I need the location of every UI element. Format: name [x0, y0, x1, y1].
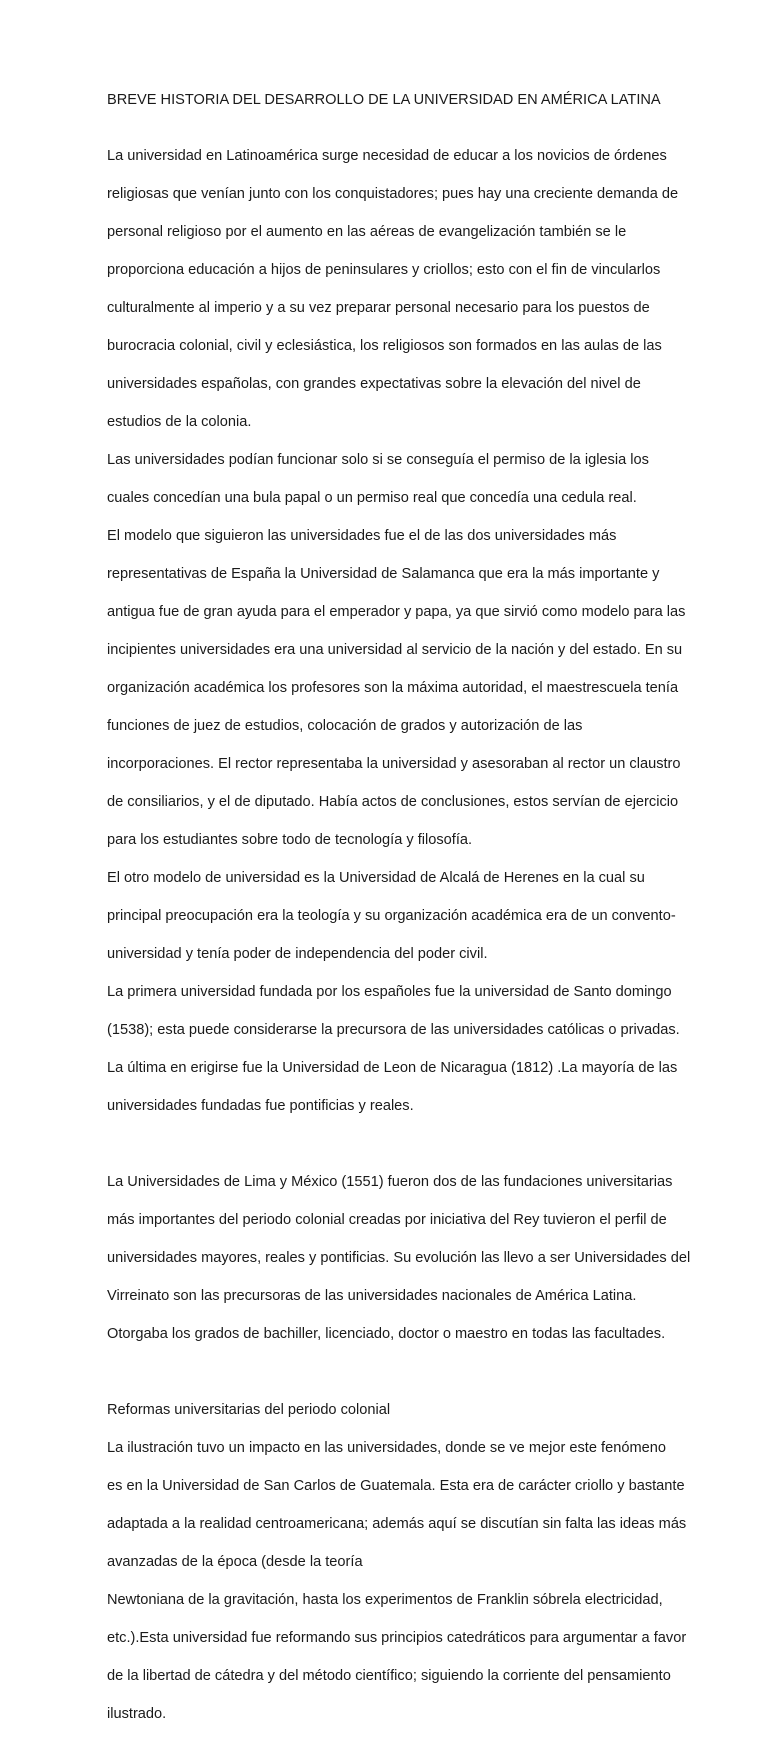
text-line: culturalmente al imperio y a su vez preparar personal necesario para los puestos de [107, 300, 650, 316]
text-line: La universidad en Latinoamérica surge necesidad de educar a los novicios de órdenes [107, 148, 667, 164]
text-line: universidades mayores, reales y pontificias. Su evolución las llevo a ser Universidades del [107, 1250, 691, 1266]
text-line: Virreinato son las precursoras de las universidades nacionales de América Latina. [107, 1288, 637, 1304]
text-line: representativas de España la Universidad de Salamanca que era la más importante y [107, 566, 660, 582]
text-line: de la libertad de cátedra y del método científico; siguiendo la corriente del pensamiento [107, 1668, 671, 1684]
text-line: incorporaciones. El rector representaba la universidad y asesoraban al rector un claustro [107, 756, 681, 772]
section-heading: Reformas universitarias del periodo colonial [107, 1402, 391, 1418]
text-line: Las universidades podían funcionar solo si se conseguía el permiso de la iglesia los [107, 452, 649, 468]
text-line: funciones de juez de estudios, colocación de grados y autorización de las [107, 718, 583, 734]
text-line: incipientes universidades era una universidad al servicio de la nación y del estado. En su [107, 642, 683, 658]
text-line: Otorgaba los grados de bachiller, licenciado, doctor o maestro en todas las facultades. [107, 1326, 666, 1342]
document-title: BREVE HISTORIA DEL DESARROLLO DE LA UNIVERSIDAD EN AMÉRICA LATINA [107, 92, 661, 108]
paragraph-block-1 [107, 128, 708, 1135]
text-line: estudios de la colonia. [107, 414, 252, 430]
text-line: de consiliarios, y el de diputado. Había actos de conclusiones, estos servían de ejercicio [107, 794, 679, 810]
text-line: para los estudiantes sobre todo de tecnología y filosofía. [107, 832, 473, 848]
text-line: ilustrado. [107, 1706, 167, 1722]
text-line: más importantes del periodo colonial creadas por iniciativa del Rey tuvieron el perfil de [107, 1212, 667, 1228]
text-line: es en la Universidad de San Carlos de Guatemala. Esta era de carácter criollo y bastante [107, 1478, 685, 1494]
paragraph-block-3 [107, 1382, 708, 1743]
text-line: cuales concedían una bula papal o un permiso real que concedía una cedula real. [107, 490, 637, 506]
text-line: La primera universidad fundada por los españoles fue la universidad de Santo domingo [107, 984, 672, 1000]
text-line: (1538); esta puede considerarse la precursora de las universidades católicas o privadas. [107, 1022, 680, 1038]
text-line: personal religioso por el aumento en las aéreas de evangelización también se le [107, 224, 627, 240]
text-line: proporciona educación a hijos de peninsulares y criollos; esto con el fin de vincularlos [107, 262, 661, 278]
paragraph-block-2 [107, 1154, 708, 1363]
text-line: etc.).Esta universidad fue reformando sus principios catedráticos para argumentar a favor [107, 1630, 687, 1646]
text-line: La última en erigirse fue la Universidad de Leon de Nicaragua (1812) .La mayoría de las [107, 1060, 678, 1076]
text-line: Newtoniana de la gravitación, hasta los experimentos de Franklin sóbrela electricidad, [107, 1592, 663, 1608]
text-line: universidades españolas, con grandes expectativas sobre la elevación del nivel de [107, 376, 641, 392]
text-line: La Universidades de Lima y México (1551) fueron dos de las fundaciones universitarias [107, 1174, 673, 1190]
text-line: principal preocupación era la teología y su organización académica era de un convento- [107, 908, 676, 924]
text-line: La ilustración tuvo un impacto en las universidades, donde se ve mejor este fenómeno [107, 1440, 666, 1456]
text-line: El otro modelo de universidad es la Universidad de Alcalá de Herenes en la cual su [107, 870, 645, 886]
text-line: religiosas que venían junto con los conquistadores; pues hay una creciente demanda de [107, 186, 679, 202]
text-line: antigua fue de gran ayuda para el emperador y papa, ya que sirvió como modelo para las [107, 604, 686, 620]
text-line: adaptada a la realidad centroamericana; además aquí se discutían sin falta las ideas más [107, 1516, 687, 1532]
text-line: burocracia colonial, civil y eclesiástica, los religiosos son formados en las aulas de las [107, 338, 662, 354]
text-line: universidades fundadas fue pontificias y reales. [107, 1098, 414, 1114]
text-line: organización académica los profesores son la máxima autoridad, el maestrescuela tenía [107, 680, 679, 696]
text-line: avanzadas de la época (desde la teoría [107, 1554, 363, 1570]
text-line: El modelo que siguieron las universidades fue el de las dos universidades más [107, 528, 617, 544]
text-line: universidad y tenía poder de independencia del poder civil. [107, 946, 488, 962]
